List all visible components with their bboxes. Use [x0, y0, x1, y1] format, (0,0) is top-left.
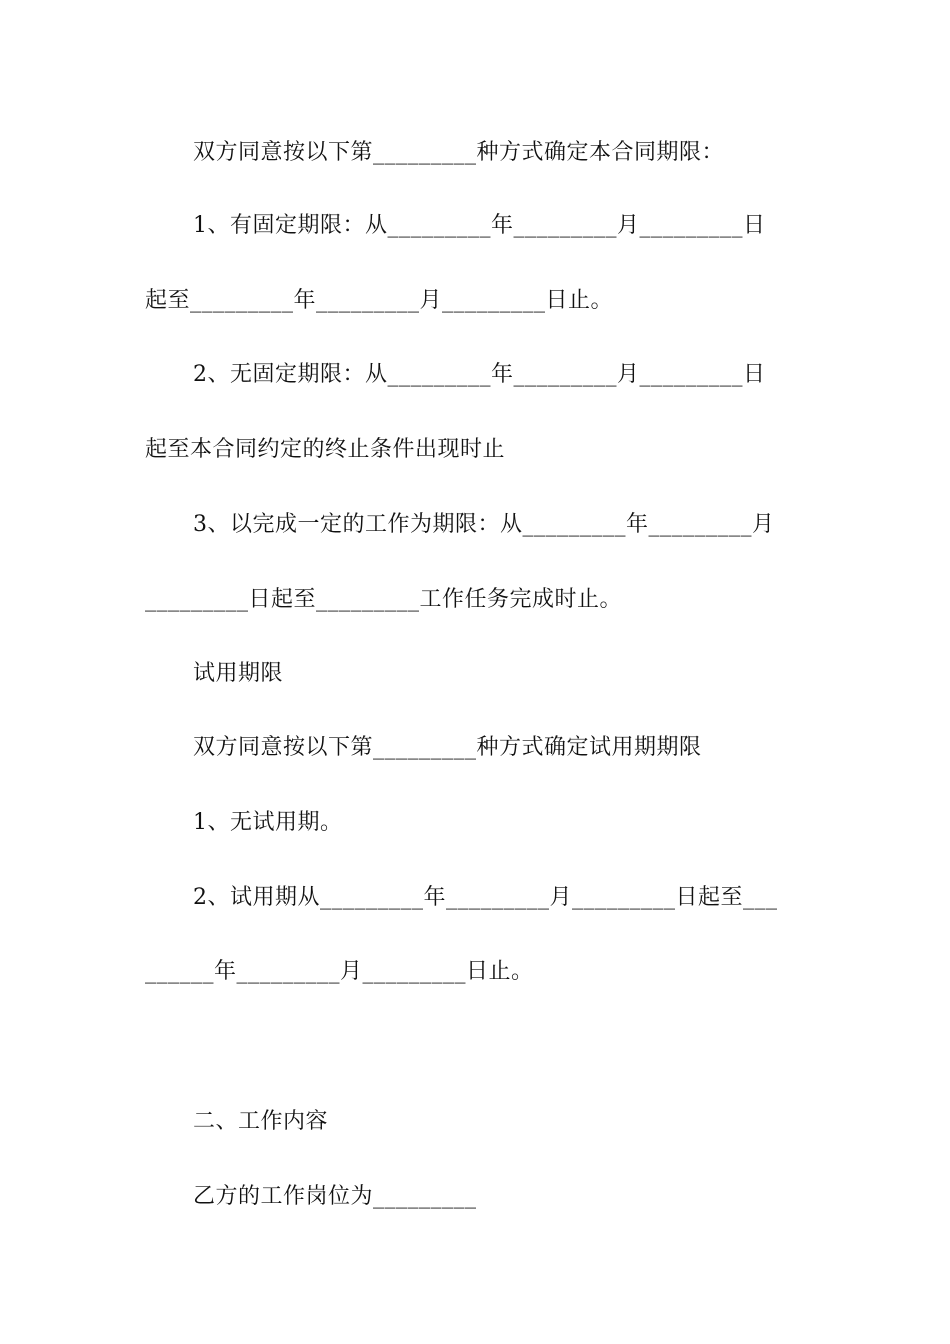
probation-heading: 试用期限 — [193, 661, 284, 686]
open-term-end-line: 起至本合同约定的终止条件出现时止 — [145, 437, 506, 462]
fixed-term-end-line: 起至_________年_________月_________日止。 — [145, 288, 614, 313]
work-content-heading: 二、工作内容 — [193, 1109, 329, 1134]
task-term-line: 3、以完成一定的工作为期限：从_________年_________月 — [193, 512, 775, 537]
probation-choice-line: 双方同意按以下第_________种方式确定试用期期限 — [193, 735, 702, 760]
no-probation-line: 1、无试用期。 — [193, 810, 343, 835]
job-position-line: 乙方的工作岗位为_________ — [193, 1184, 477, 1209]
fixed-term-line: 1、有固定期限：从_________年_________月_________日 — [193, 213, 766, 238]
probation-period-end-line: ______年_________月_________日止。 — [145, 959, 534, 984]
probation-period-line: 2、试用期从_________年_________月_________日起至___ — [193, 885, 778, 910]
term-choice-line: 双方同意按以下第_________种方式确定本合同期限： — [193, 140, 725, 165]
task-term-end-line: _________日起至_________工作任务完成时止。 — [145, 587, 623, 612]
open-term-line: 2、无固定期限：从_________年_________月_________日 — [193, 362, 766, 387]
